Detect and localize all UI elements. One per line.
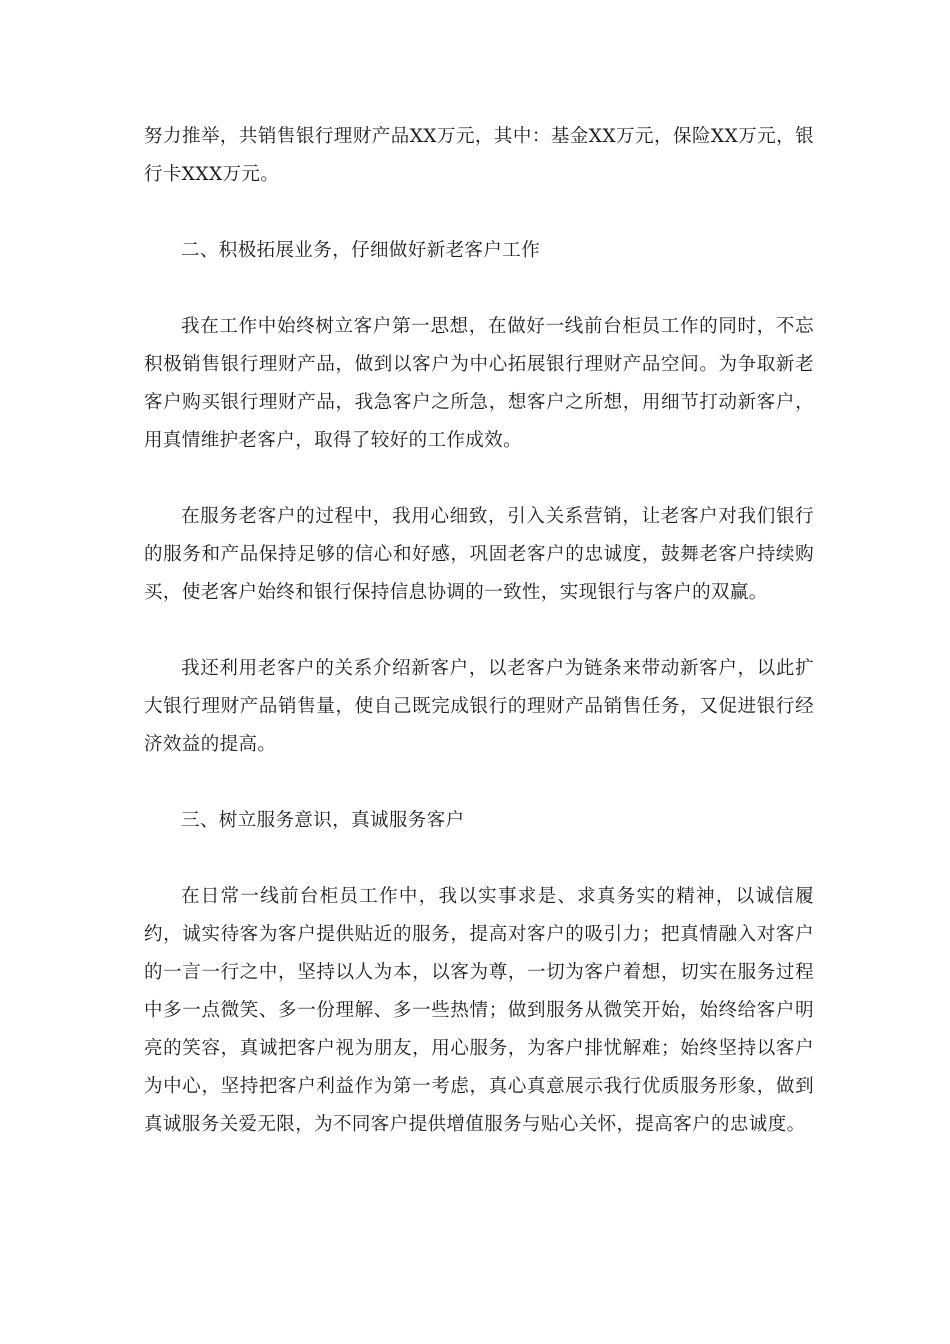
document-body	[144, 118, 814, 1182]
section-heading-3: 三、树立服务意识，真诚服务客户	[181, 810, 465, 831]
paragraph-referrals: 我还利用老客户的关系介绍新客户，以老客户为链条来带动新客户，以此扩大银行理财产品销售量，使自己既完成银行的理财产品销售任务，又促进银行经济效益的提高。	[144, 658, 814, 755]
paragraph-old-customers: 在服务老客户的过程中，我用心细致，引入关系营销，让老客户对我们银行的服务和产品保持足够的信心和好感，巩固老客户的忠诚度，鼓舞老客户持续购买，使老客户始终和银行保持信息协调的一致性，实现银行与客户的双赢。	[144, 506, 814, 603]
paragraph-customer-first: 我在工作中始终树立客户第一思想，在做好一线前台柜员工作的同时，不忘积极销售银行理财产品，做到以客户为中心拓展银行理财产品空间。为争取新老客户购买银行理财产品，我急客户之所急，想客户之所想，用细节打动新客户，用真情维护老客户，取得了较好的工作成效。	[144, 316, 814, 451]
paragraph-sales-summary: 努力推举，共销售银行理财产品XX万元，其中：基金XX万元，保险XX万元，银行卡XXX万元。	[144, 126, 814, 185]
paragraph-service-awareness: 在日常一线前台柜员工作中，我以实事求是、求真务实的精神，以诚信履约，诚实待客为客户提供贴近的服务，提高对客户的吸引力；把真情融入对客户的一言一行之中，坚持以人为本，以客为尊，一切为客户着想，切实在服务过程中多一点微笑、多一份理解、多一些热情；做到服务从微笑开始，始终给客户明亮的笑容，真诚把客户视为朋友，用心服务，为客户排忧解难；始终坚持以客户为中心，坚持把客户利益作为第一考虑，真心真意展示我行优质服务形象，做到真诚服务关爱无限，为不同客户提供增值服务与贴心关怀，提高客户的忠诚度。	[144, 886, 814, 1135]
section-heading-2: 二、积极拓展业务，仔细做好新老客户工作	[181, 240, 541, 261]
